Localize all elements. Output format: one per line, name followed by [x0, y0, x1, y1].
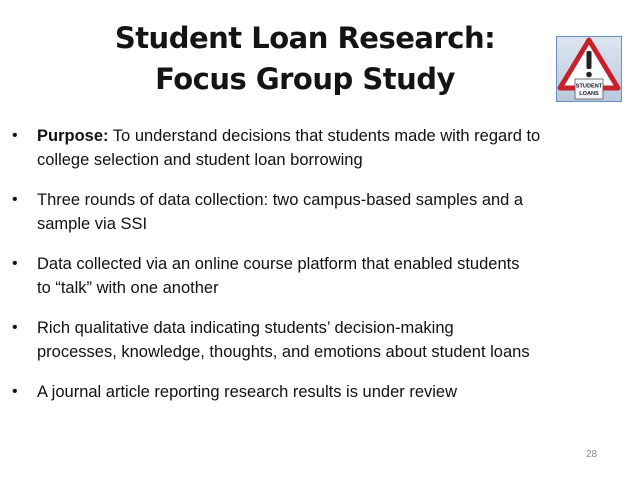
- bullet-text: Data collected via an online course platform that enabled students: [37, 255, 520, 273]
- logo-sign-line-1: STUDENT: [575, 83, 603, 90]
- bullet-item-data-collection: [12, 188, 624, 236]
- bullet-dot: •: [12, 191, 18, 208]
- bullet-dot: •: [12, 319, 18, 336]
- bullet-text: To understand decisions that students made with regard to: [108, 127, 541, 145]
- bullet-text: sample via SSI: [37, 215, 148, 233]
- bullet-text: to “talk” with one another: [37, 279, 219, 297]
- bullet-text: processes, knowledge, thoughts, and emotions about student loans: [37, 343, 530, 361]
- warning-triangle-exclamation-icon: [556, 36, 622, 102]
- bullet-dot: •: [12, 127, 18, 144]
- bullet-item-journal-article: [12, 380, 624, 404]
- bullet-item-qualitative-data: [12, 316, 624, 364]
- bullet-dot: •: [12, 255, 18, 272]
- logo-sign-line-2: LOANS: [579, 91, 599, 97]
- bullet-text: Rich qualitative data indicating students’ decision-making: [37, 319, 454, 337]
- bullet-list: [12, 124, 624, 420]
- bullet-text: college selection and student loan borrowing: [37, 151, 363, 169]
- title-line-2: Focus Group Study: [155, 62, 455, 96]
- bullet-text: A journal article reporting research results is under review: [37, 383, 458, 401]
- bullet-label: Purpose:: [37, 127, 109, 145]
- bullet-dot: •: [12, 383, 18, 400]
- bullet-text: Three rounds of data collection: two campus-based samples and a: [37, 191, 524, 209]
- bullet-item-online-platform: [12, 252, 624, 300]
- student-loans-warning-logo: [556, 36, 622, 102]
- page-number: 28: [586, 449, 598, 460]
- title-line-1: Student Loan Research:: [114, 21, 496, 55]
- slide-title: [95, 18, 515, 100]
- bullet-item-purpose: [12, 124, 624, 172]
